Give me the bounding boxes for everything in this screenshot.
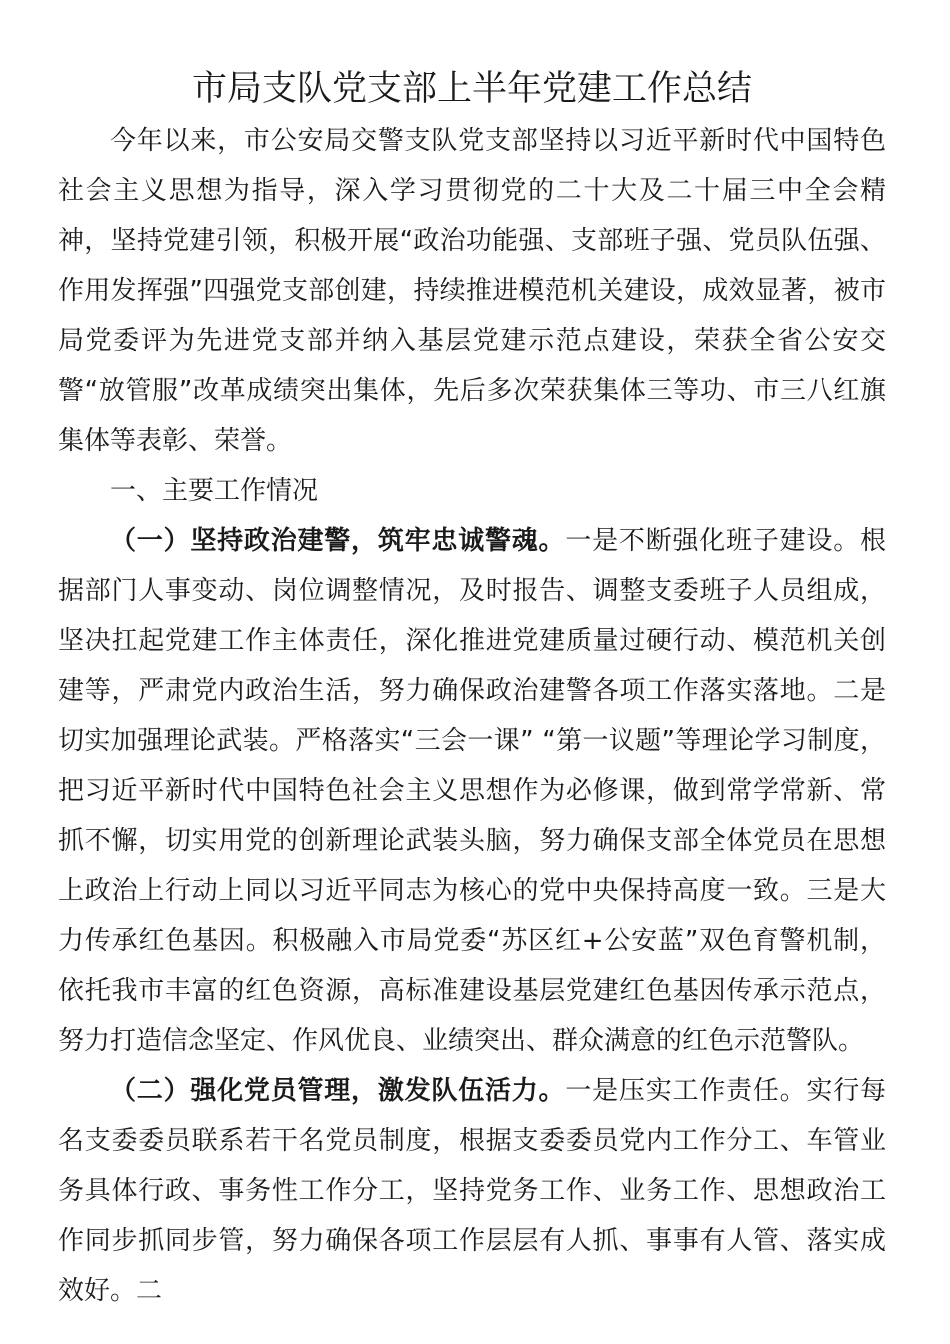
subsection-political-heading: （一）坚持政治建警，筑牢忠诚警魂。 [110,526,566,556]
subsection-party-management-heading: （二）强化党员管理，激发队伍活力。 [110,1076,566,1106]
section-heading-main-work: 一、主要工作情况 [110,476,319,506]
subsection-political-body: 一是不断强化班子建设。根据部门人事变动、岗位调整情况，及时报告、调整支委班子人员组成，坚决扛起党建工作主体责任，深化推进党建质量过硬行动、模范机关创建等，严肃党内政治生活，努力确保政治建警各项工作落实落地。二是切实加强理论武装。严格落实“三会一课” “第一议题”等理论学习制度，把习近平新时代中国特色社会主义思想作为必修课，做到常学常新、常抓不懈，切实用党的创新理论武装头脑，努力确保支部全体党员在思想上政治上行动上同以习近平同志为核心的党中央保持高度一致。三是大力传承红色基因。积极融入市局党委“苏区红+公安蓝”双色育警机制，依托我市丰富的红色资源，高标准建设基层党建红色基因传承示范点，努力打造信念坚定、作风优良、业绩突出、群众满意的红色示范警队。 [58,526,886,1056]
intro-paragraph: 今年以来，市公安局交警支队党支部坚持以习近平新时代中国特色社会主义思想为指导，深入学习贯彻党的二十大及二十届三中全会精神，坚持党建引领，积极开展“政治功能强、支部班子强、党员队伍强、作用发挥强”四强党支部创建，持续推进模范机关建设，成效显著，被市局党委评为先进党支部并纳入基层党建示范点建设，荣获全省公安交警“放管服”改革成绩突出集体，先后多次荣获集体三等功、市三八红旗集体等表彰、荣誉。 [58,126,886,456]
document-title: 市局支队党支部上半年党建工作总结 [191,69,752,109]
document-page [58,62,886,1316]
subsection-party-management-body: 一是压实工作责任。实行每名支委委员联系若干名党员制度，根据支委委员党内工作分工、车管业务具体行政、事务性工作分工，坚持党务工作、业务工作、思想政治工作同步抓同步管，努力确保各项工作层层有人抓、事事有人管、落实成效好。二 [58,1076,886,1306]
subsection-political-paragraph [58,516,886,1066]
subsection-party-management-paragraph [58,1066,886,1316]
